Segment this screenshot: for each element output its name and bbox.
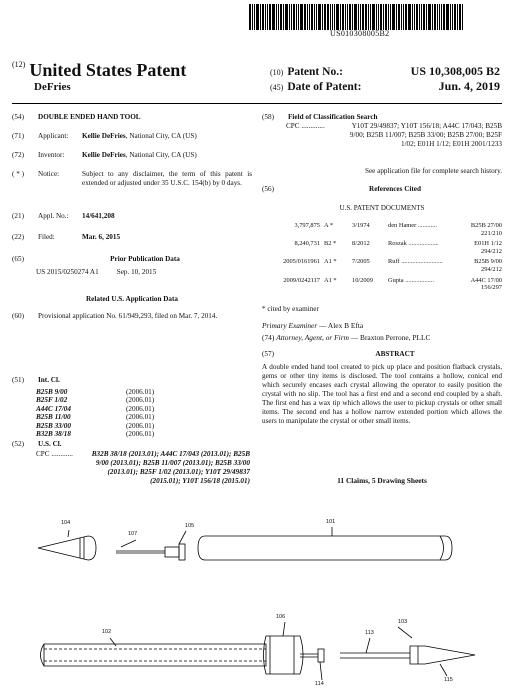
barcode-bar [398,4,400,30]
barcode-bar [260,4,261,30]
barcode-bar [249,4,251,30]
barcode-bar [316,4,317,30]
field-51 [12,376,252,385]
cpc-label: CPC ............ [36,450,73,458]
barcode-number: US010308005B2 [330,29,390,38]
int-cl-version: (2006.01) [126,404,155,413]
barcode-bar [432,4,433,30]
barcode-bar [380,4,382,30]
patent-title-block [12,60,186,81]
barcode-bar [342,4,344,30]
barcode-bar [459,4,461,30]
barcode-bar [336,4,339,30]
int-cl-row [36,430,154,438]
barcode-bar [362,4,364,30]
barcode-bar [439,4,440,30]
notice-label: Notice: [38,170,60,178]
barcode-bar [457,4,458,30]
primary-examiner-value: — Alex B Efta [317,321,364,330]
barcode-bar [300,4,303,30]
barcode-bar [434,4,436,30]
int-cl-class: B25B 11/00 [36,413,71,422]
int-cl-version: (2006.01) [126,388,155,396]
barcode-bar [403,4,404,30]
barcode-bar [396,4,397,30]
barcode-bar [327,4,329,30]
barcode-bar [383,4,384,30]
barcode-bar [428,4,431,30]
field-code: (60) [12,312,24,320]
lower-shaft [41,636,476,674]
field-58 [262,113,502,122]
barcode-bar [269,4,271,30]
inventor-label: Inventor: [38,151,65,159]
filed-label: Filed: [38,233,55,241]
barcode-bar [390,4,391,30]
barcode-bar [423,4,425,30]
barcode-bar [385,4,387,30]
ref-date: 8/2012 [352,240,370,248]
int-cl-row [36,396,154,404]
barcode-bar [285,4,288,30]
barcode-bar [330,4,331,30]
barcode-bar [334,4,335,30]
applicant-label: Applicant: [38,132,69,140]
field-72 [12,151,252,160]
field-code: (57) [262,350,274,358]
int-cl-version: (2006.01) [126,421,155,430]
ref-label-113: 113 [365,630,374,636]
barcode-bar [291,4,292,30]
ref-label-103: 103 [398,619,408,625]
date-label: Date of Patent: [287,81,362,93]
applicant-name: Kellie DeFries [82,132,126,140]
barcode-bar [262,4,264,30]
barcode-bar [307,4,308,30]
us-patent-docs-heading: U.S. PATENT DOCUMENTS [339,204,425,212]
abstract-heading: ABSTRACT [375,350,415,358]
ref-kind: A1 * [324,258,337,266]
ref-label-107: 107 [128,531,138,537]
barcode-bar [296,4,297,30]
barcode-bar [401,4,402,30]
field-52 [12,440,252,449]
field-56 [262,185,502,194]
barcode-bar [298,4,299,30]
applicant-location: , National City, CA (US) [125,132,197,140]
field-code: (54) [12,113,24,121]
int-cl-row [36,388,154,396]
ref-inventor: den Hamer ............ [388,222,437,229]
references-heading: References Cited [369,185,421,193]
reference-entry [262,258,502,273]
field-search-heading: Field of Classification Search [288,113,378,121]
field-57 [262,350,502,359]
prior-pub-number: US 2015/0250274 A1 [36,268,99,276]
ref-label-114: 114 [315,681,324,687]
barcode-bar [252,4,253,30]
ref-number: 2009/0242117 [283,276,320,284]
inventor-location: , National City, CA (US) [125,151,197,159]
needle-part [116,544,185,560]
ref-date: 3/1974 [352,222,370,229]
country-code: (12) [12,60,26,69]
barcode-bar [352,4,353,30]
abstract-text: A double ended hand tool created to pick up place and position flatback crystals, gems or other tiny items is disclosed. The tool contains a hollow, conical end which securely encases each crystal allowing the operator to easily position the crystal with no slip. The tool has a first end and a second end coupled by a shaft. The first end has a wax tip which allows the user to pickup crystals or other small items. The second end has a hollow narrow extended portion which allows the users to manipulate the crystal or other small items. [262,363,502,425]
barcode-bar [309,4,310,30]
barcode-bar [311,4,313,30]
int-cl-class: B25B 9/00 [36,388,68,396]
barcode-bar [347,4,348,30]
int-cl-class: B25F 1/02 [36,396,68,405]
barcode-bar [280,4,282,30]
field-code: (71) [12,132,24,140]
us-cl-cpc [36,450,250,486]
field-60 [12,312,252,321]
ref-kind: B2 * [324,240,337,248]
ref-number: 3,797,875 [294,222,320,229]
claims-summary: 11 Claims, 5 Drawing Sheets [337,476,427,485]
barcode [249,4,465,30]
ref-subclass: 294/212 [481,247,502,255]
search-cpc [286,122,502,149]
ref-inventor: Roszak ................... [388,240,439,248]
barcode-bar [283,4,284,30]
barcode-bar [293,4,295,30]
ref-label-115: 115 [444,677,453,683]
barcode-bar [388,4,389,30]
attorney-label: Attorney, Agent, or Firm [276,333,349,342]
ref-kind: A1 * [324,276,337,284]
barcode-bar [304,4,306,30]
barcode-bar [267,4,268,30]
int-cl-row [36,413,154,421]
notice-text: Subject to any disclaimer, the term of this patent is extended or adjusted under 35 U.S.C. 154(b) by 0 days. [82,170,252,187]
provisional-text: Provisional application No. 61/949,293, filed on Mar. 7, 2014. [38,312,218,320]
field-74 [262,333,430,342]
int-cl-heading: Int. Cl. [38,376,60,384]
appl-no-label: Appl. No.: [38,212,69,220]
barcode-bar [378,4,379,30]
int-cl-row [36,422,154,430]
inventor-name: DeFries [34,81,71,93]
reference-entry [262,222,502,237]
int-cl-table [36,388,154,438]
barcode-bar [276,4,277,30]
field-22 [12,233,252,242]
ref-kind: A * [324,222,334,229]
primary-examiner [262,321,363,330]
ref-class: B25B 27/00 [470,222,502,229]
patent-title: United States Patent [29,60,187,80]
field-code: (52) [12,440,24,448]
barcode-bar [256,4,259,30]
field-code: (21) [12,212,24,220]
barcode-bar [368,4,369,30]
related-heading: Related U.S. Application Data [85,295,179,303]
barcode-bar [452,4,453,30]
us-cl-heading: U.S. Cl. [38,440,62,448]
int-cl-version: (2006.01) [126,430,155,439]
wax-tip-cap [38,536,96,560]
ref-label-101: 101 [326,519,336,525]
ref-subclass: 294/212 [481,265,502,273]
ref-class: A44C 17/00 [470,276,502,284]
int-cl-class: B25B 33/00 [36,421,71,430]
cpc-text: B32B 38/18 (2013.01); A44C 17/043 (2013.01); B25B 9/00 (2013.01); B25B 11/007 (2013.01); B25B 33/00 (2013.01); B25F 1/02 (2013.01); Y10T 29/49837 (2015.01); Y10T 156/18 (2015.01) [91,450,250,485]
invention-title: DOUBLE ENDED HAND TOOL [38,113,141,121]
field-21 [12,212,252,221]
barcode-bar [421,4,422,30]
main-shaft [198,536,452,560]
ref-inventor: Gupta .................. [388,276,434,284]
field-code: ( * ) [12,170,24,178]
primary-examiner-label: Primary Examiner [262,321,318,330]
prior-pub-heading: Prior Publication Data [110,255,180,263]
barcode-bar [289,4,290,30]
barcode-bar [365,4,367,30]
ref-date: 10/2009 [352,276,373,284]
field-code: (74) [262,333,275,342]
filed-value: Mar. 6, 2015 [82,233,121,241]
barcode-bar [414,4,415,30]
ref-date: 7/2005 [352,258,370,266]
barcode-bar [340,4,341,30]
barcode-bar [332,4,333,30]
int-cl-version: (2006.01) [126,396,155,405]
barcode-bar [450,4,451,30]
ref-inventor: Ruff .......................... [388,258,443,266]
barcode-bar [462,4,463,30]
barcode-bar [314,4,315,30]
barcode-bar [318,4,321,30]
field-code: (72) [12,151,24,159]
ref-class: E01H 1/12 [474,240,502,248]
barcode-bar [426,4,427,30]
barcode-bar [416,4,418,30]
barcode-bar [441,4,442,30]
patent-no-label: Patent No.: [287,66,343,78]
field-54 [12,113,252,122]
barcode-bar [376,4,377,30]
ref-subclass: 156/297 [481,284,502,292]
field-code: (51) [12,376,24,384]
field-code: (22) [12,233,24,241]
ref-class: B25B 9/00 [474,258,502,266]
field-code: (58) [262,113,274,121]
ref-label-105: 105 [185,523,195,529]
prior-pub-date: Sep. 10, 2015 [116,268,157,276]
date-code: (45) [270,83,284,92]
barcode-bar [370,4,371,30]
reference-entry [262,277,502,292]
barcode-bar [278,4,279,30]
int-cl-class: A44C 17/04 [36,404,71,413]
barcode-bar [272,4,275,30]
field-code: (56) [262,185,274,193]
field-65 [12,255,252,264]
notice-field [12,170,252,188]
barcode-bar [412,4,413,30]
patent-date: Jun. 4, 2019 [438,79,500,93]
barcode-bar [265,4,266,30]
ref-number: 8,240,731 [294,240,320,248]
patent-number: US 10,308,005 B2 [410,64,500,78]
patent-id-block [270,64,500,94]
barcode-bar [454,4,456,30]
barcode-bar [446,4,449,30]
barcode-bar [360,4,361,30]
barcode-bar [254,4,255,30]
barcode-bar [372,4,375,30]
int-cl-version: (2006.01) [126,413,155,422]
barcode-bar [408,4,411,30]
barcode-bar [324,4,326,30]
ref-number: 2005/0161961 [283,258,320,266]
barcode-bar [419,4,420,30]
ref-label-102: 102 [102,629,112,635]
ref-label-106: 106 [276,614,286,620]
appl-no-value: 14/641,208 [82,212,115,220]
int-cl-class: B32B 38/18 [36,430,71,439]
search-cpc-label: CPC ............. [286,122,325,130]
cited-by-examiner: * cited by examiner [262,305,319,313]
references-table [262,222,502,295]
prior-pub-row [36,268,156,277]
attorney-value: — Braxton Perrone, PLLC [348,333,431,342]
barcode-bar [358,4,359,30]
barcode-bar [437,4,438,30]
barcode-bar [405,4,407,30]
barcode-bar [345,4,346,30]
ref-label-104: 104 [61,520,71,526]
barcode-bar [322,4,323,30]
barcode-bar [354,4,357,30]
field-code: (65) [12,255,24,263]
reference-entry [262,240,502,255]
patent-no-code: (10) [270,68,284,77]
field-71 [12,132,252,141]
patent-drawing [0,496,512,689]
header-rule [12,103,502,104]
int-cl-row [36,405,154,413]
ref-subclass: 221/210 [481,229,502,237]
search-cpc-text: Y10T 29/49837; Y10T 156/18; A44C 17/043; B25B 9/00; B25B 11/007; B25B 33/00; B25B 27/00; B25F 1/02; E01H 1/12; E01H 2001/1233 [349,122,502,148]
barcode-bar [443,4,445,30]
barcode-bar [349,4,351,30]
inventor-field-name: Kellie DeFries [82,151,126,159]
barcode-bar [392,4,395,30]
search-history-note: See application file for complete search history. [364,167,502,175]
